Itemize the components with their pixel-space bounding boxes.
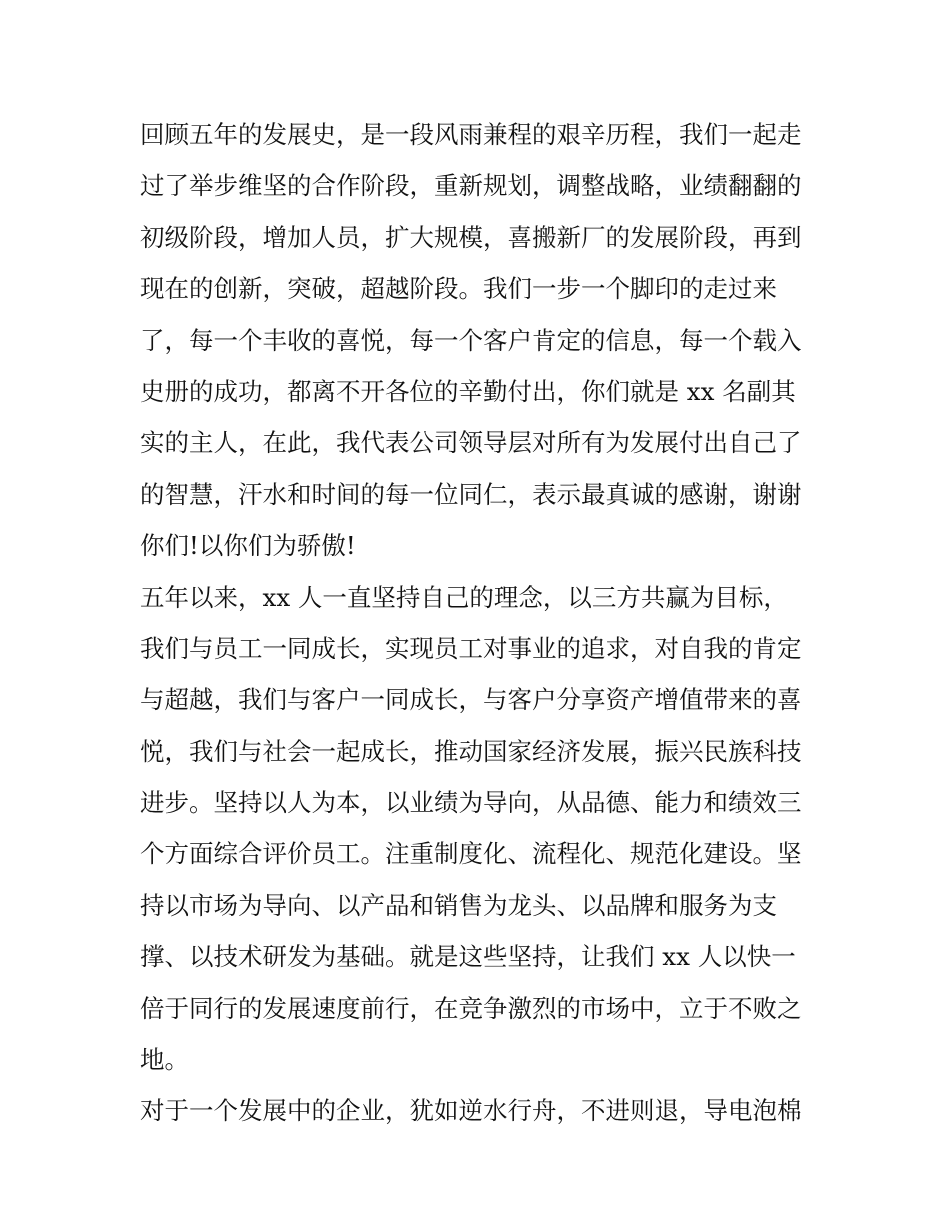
text-line: 的智慧，汗水和时间的每一位同仁，表示最真诚的感谢，谢谢	[140, 479, 802, 509]
paragraph-3	[140, 1085, 820, 1136]
text-line: 五年以来，xx 人一直坚持自己的理念，以三方共赢为目标，	[140, 582, 788, 612]
text-line: 地。	[140, 1045, 189, 1075]
text-line: 撑、以技术研发为基础。就是这些坚持，让我们 xx 人以快一	[140, 942, 796, 972]
text-line: 史册的成功，都离不开各位的辛勤付出，你们就是 xx 名副其	[140, 376, 796, 406]
text-line: 我们与员工一同成长，实现员工对事业的追求，对自我的肯定	[140, 633, 802, 663]
text-line: 初级阶段，增加人员，扩大规模，喜搬新厂的发展阶段，再到	[140, 222, 802, 252]
paragraph-1	[140, 109, 820, 572]
text-line: 对于一个发展中的企业，犹如逆水行舟，不进则退，导电泡棉	[140, 1096, 802, 1126]
text-line: 实的主人，在此，我代表公司领导层对所有为发展付出自己了	[140, 428, 802, 458]
text-line: 持以市场为导向、以产品和销售为龙头、以品牌和服务为支	[140, 890, 777, 920]
text-line: 个方面综合评价员工。注重制度化、流程化、规范化建设。坚	[140, 839, 802, 869]
text-line: 与超越，我们与客户一同成长，与客户分享资产增值带来的喜	[140, 685, 802, 715]
paragraph-2	[140, 572, 820, 1086]
document-body	[140, 109, 820, 1137]
text-line: 现在的创新，突破，超越阶段。我们一步一个脚印的走过来	[140, 274, 777, 304]
text-line: 了，每一个丰收的喜悦，每一个客户肯定的信息，每一个载入	[140, 325, 802, 355]
text-line: 回顾五年的发展史，是一段风雨兼程的艰辛历程，我们一起走	[140, 120, 802, 149]
text-line: 悦，我们与社会一起成长，推动国家经济发展，振兴民族科技	[140, 736, 802, 766]
text-line: 你们!以你们为骄傲!	[140, 531, 356, 561]
text-line: 过了举步维坚的合作阶段，重新规划，调整战略，业绩翻翻的	[140, 171, 802, 201]
text-line: 倍于同行的发展速度前行，在竞争激烈的市场中，立于不败之	[140, 993, 802, 1023]
text-line: 进步。坚持以人为本，以业绩为导向，从品德、能力和绩效三	[140, 788, 802, 818]
